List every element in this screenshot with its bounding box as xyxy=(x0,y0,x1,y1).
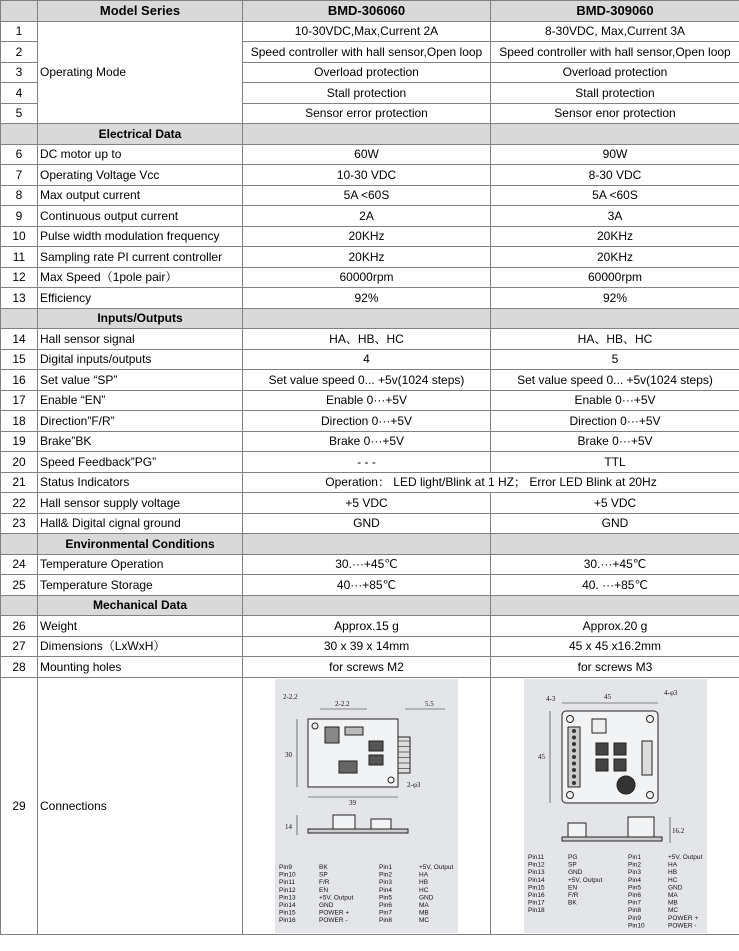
row-number: 8 xyxy=(1,185,38,206)
value-model-a: 40···+85℃ xyxy=(243,575,491,596)
pin-label: +5V, Output xyxy=(419,863,454,871)
value-model-b: Stall protection xyxy=(491,83,739,104)
table-row xyxy=(1,349,739,370)
table-row xyxy=(1,513,739,534)
value-model-b: Overload protection xyxy=(491,62,739,83)
value-model-b: 20KHz xyxy=(491,247,739,268)
row-label: Efficiency xyxy=(38,288,243,309)
pin-label: EN xyxy=(319,886,329,894)
pin-label: Pin6 xyxy=(379,901,393,909)
table-row xyxy=(1,247,739,268)
table-row xyxy=(1,185,739,206)
connector-pin xyxy=(572,768,576,772)
pin-label: POWER - xyxy=(667,921,697,929)
value-model-a: Stall protection xyxy=(243,83,491,104)
row-label: Temperature Operation xyxy=(38,554,243,575)
pin-label: Pin6 xyxy=(627,891,641,899)
pin-label: Pin10 xyxy=(279,871,296,879)
row-label: Continuous output current xyxy=(38,206,243,227)
row-number: 12 xyxy=(1,267,38,288)
row-label: Brake”BK xyxy=(38,431,243,452)
pin-label: +5V, Output xyxy=(319,893,354,901)
pin-label: Pin14 xyxy=(527,876,545,884)
pin-label: Pin2 xyxy=(627,861,641,869)
row-label: Status Indicators xyxy=(38,472,243,493)
pin-label: Pin13 xyxy=(527,868,545,876)
pin-label: GND xyxy=(667,883,682,891)
pin-label: GND xyxy=(419,893,434,901)
value-model-a: for screws M2 xyxy=(243,657,491,678)
section-blank-b xyxy=(491,124,739,145)
row-number: 11 xyxy=(1,247,38,268)
value-model-b: GND xyxy=(491,513,739,534)
value-model-a: +5 VDC xyxy=(243,493,491,514)
section-num xyxy=(1,308,38,329)
pin-label: POWER + xyxy=(667,914,698,922)
value-model-b: for screws M3 xyxy=(491,657,739,678)
connector-pin xyxy=(572,755,576,759)
header-model-b: BMD-309060 xyxy=(491,1,739,22)
pin-label: MC xyxy=(667,906,678,914)
pin-label: HA xyxy=(667,861,677,869)
row-number: 17 xyxy=(1,390,38,411)
pin-label: +5V, Output xyxy=(567,876,602,884)
pin-label: Pin5 xyxy=(627,883,641,891)
pin-label: PG xyxy=(567,853,577,861)
row-number: 23 xyxy=(1,513,38,534)
value-model-a: GND xyxy=(243,513,491,534)
value-model-a: HA、HB、HC xyxy=(243,329,491,350)
pin-label: MB xyxy=(419,909,429,917)
row-number: 3 xyxy=(1,62,38,83)
pin-label: Pin16 xyxy=(279,916,296,924)
table-row xyxy=(1,452,739,473)
pin-label: Pin3 xyxy=(627,868,641,876)
row-number: 1 xyxy=(1,21,38,42)
value-model-a: 92% xyxy=(243,288,491,309)
row-number: 29 xyxy=(1,677,38,934)
value-model-b: 60000rpm xyxy=(491,267,739,288)
row-number: 20 xyxy=(1,452,38,473)
wiring-diagram-model-b xyxy=(524,679,707,933)
section-blank-a xyxy=(243,308,491,329)
section-title: Mechanical Data xyxy=(38,595,243,616)
table-row xyxy=(1,493,739,514)
section-row-electrical xyxy=(1,124,739,145)
value-model-b: Speed controller with hall sensor,Open loop xyxy=(491,42,739,63)
value-model-b: Sensor enor protection xyxy=(491,103,739,124)
pcb-connector xyxy=(642,741,652,775)
value-model-a: 30.···+45℃ xyxy=(243,554,491,575)
table-row xyxy=(1,636,739,657)
connector-pin xyxy=(572,781,576,785)
dimension-label: 4-3 xyxy=(545,694,555,703)
pcb-component xyxy=(369,755,383,765)
connector-pin xyxy=(572,742,576,746)
value-model-b: 8-30VDC, Max,Current 3A xyxy=(491,21,739,42)
section-blank-b xyxy=(491,595,739,616)
pcb-component xyxy=(614,743,626,755)
value-model-a: Speed controller with hall sensor,Open loop xyxy=(243,42,491,63)
pin-label: HA xyxy=(419,871,429,879)
connector-pin xyxy=(572,729,576,733)
pin-label: HB xyxy=(667,868,677,876)
table-row xyxy=(1,206,739,227)
value-model-a: Sensor error protection xyxy=(243,103,491,124)
pin-label: Pin9 xyxy=(627,914,641,922)
pin-label: GND xyxy=(319,901,334,909)
pcb-capacitor xyxy=(617,776,635,794)
operating-mode-label: Operating Mode xyxy=(38,21,243,124)
section-title: Electrical Data xyxy=(38,124,243,145)
value-model-b: 30.···+45℃ xyxy=(491,554,739,575)
connector-pin xyxy=(572,735,576,739)
wiring-diagram-model-a xyxy=(275,679,458,933)
dimension-label: 2-2.2 xyxy=(283,692,298,701)
row-label: Direction”F/R” xyxy=(38,411,243,432)
table-row xyxy=(1,472,739,493)
value-model-a: Overload protection xyxy=(243,62,491,83)
pin-label: HC xyxy=(419,886,429,894)
pin-label: Pin10 xyxy=(627,921,645,929)
value-model-a: 60000rpm xyxy=(243,267,491,288)
connection-drawing-a xyxy=(243,677,491,934)
pin-label: Pin5 xyxy=(379,893,393,901)
pcb-component xyxy=(369,741,383,751)
value-model-b: 90W xyxy=(491,144,739,165)
value-model-a: 20KHz xyxy=(243,226,491,247)
value-model-a: 60W xyxy=(243,144,491,165)
section-row-io xyxy=(1,308,739,329)
row-label: Hall sensor supply voltage xyxy=(38,493,243,514)
table-row xyxy=(1,431,739,452)
table-row xyxy=(1,370,739,391)
value-model-b: Brake 0···+5V xyxy=(491,431,739,452)
section-title: Environmental Conditions xyxy=(38,534,243,555)
row-number: 15 xyxy=(1,349,38,370)
row-label: Hall sensor signal xyxy=(38,329,243,350)
pin-label: Pin15 xyxy=(527,883,545,891)
dimension-label: 39 xyxy=(349,798,356,807)
row-label: Pulse width modulation frequency xyxy=(38,226,243,247)
table-row xyxy=(1,267,739,288)
section-row-mech xyxy=(1,595,739,616)
pin-label: Pin13 xyxy=(279,893,296,901)
table-row xyxy=(1,657,739,678)
row-label: Connections xyxy=(38,677,243,934)
pin-label: Pin15 xyxy=(279,909,296,917)
table-row xyxy=(1,411,739,432)
connector-pin xyxy=(572,748,576,752)
pin-label: Pin12 xyxy=(527,861,545,869)
pcb-component xyxy=(568,823,586,837)
row-label: Weight xyxy=(38,616,243,637)
section-blank-a xyxy=(243,595,491,616)
pcb-side-view xyxy=(562,837,662,841)
value-model-a: 4 xyxy=(243,349,491,370)
value-model-a: 30 x 39 x 14mm xyxy=(243,636,491,657)
value-model-a: Approx.15 g xyxy=(243,616,491,637)
connection-drawing-b xyxy=(491,677,739,934)
pin-label: HC xyxy=(667,876,677,884)
dimension-label: 45 xyxy=(603,692,611,701)
value-model-a: Brake 0···+5V xyxy=(243,431,491,452)
value-model-a: Set value speed 0... +5v(1024 steps) xyxy=(243,370,491,391)
pin-label: Pin14 xyxy=(279,901,296,909)
row-label: Set value “SP” xyxy=(38,370,243,391)
pin-label: POWER + xyxy=(319,909,350,917)
row-number: 16 xyxy=(1,370,38,391)
row-number: 24 xyxy=(1,554,38,575)
value-model-a: Direction 0···+5V xyxy=(243,411,491,432)
row-label: Dimensions（LxWxH） xyxy=(38,636,243,657)
dimension-label: 4-φ3 xyxy=(663,688,677,697)
pin-label: Pin1 xyxy=(627,853,641,861)
row-number: 22 xyxy=(1,493,38,514)
row-number: 6 xyxy=(1,144,38,165)
value-model-b: +5 VDC xyxy=(491,493,739,514)
table-row xyxy=(1,144,739,165)
header-row xyxy=(1,1,739,22)
row-label: Digital inputs/outputs xyxy=(38,349,243,370)
value-model-b: Enable 0···+5V xyxy=(491,390,739,411)
row-label: Temperature Storage xyxy=(38,575,243,596)
row-label: Max output current xyxy=(38,185,243,206)
value-model-b: 20KHz xyxy=(491,226,739,247)
row-label: Speed Feedback”PG” xyxy=(38,452,243,473)
row-number: 9 xyxy=(1,206,38,227)
section-title: Inputs/Outputs xyxy=(38,308,243,329)
table-row xyxy=(1,616,739,637)
pin-label: BK xyxy=(319,863,328,871)
row-number: 28 xyxy=(1,657,38,678)
table-row xyxy=(1,554,739,575)
value-model-a: 2A xyxy=(243,206,491,227)
row-number: 7 xyxy=(1,165,38,186)
row-number: 5 xyxy=(1,103,38,124)
section-num xyxy=(1,534,38,555)
pin-label: HB xyxy=(419,878,429,886)
dimension-label: 45 xyxy=(537,752,545,761)
value-model-a: 20KHz xyxy=(243,247,491,268)
pin-label: EN xyxy=(567,883,577,891)
section-blank-a xyxy=(243,534,491,555)
pcb-component xyxy=(333,815,355,829)
value-model-b: 45 x 45 x16.2mm xyxy=(491,636,739,657)
section-num xyxy=(1,595,38,616)
pin-label: Pin2 xyxy=(379,871,393,879)
pcb-component xyxy=(592,719,606,733)
value-model-b: 92% xyxy=(491,288,739,309)
section-blank-b xyxy=(491,308,739,329)
header-title: Model Series xyxy=(38,1,243,22)
section-blank-b xyxy=(491,534,739,555)
connections-row xyxy=(1,677,739,934)
table-row xyxy=(1,165,739,186)
row-number: 27 xyxy=(1,636,38,657)
pcb-side-view xyxy=(308,829,408,833)
pin-label: Pin8 xyxy=(379,916,393,924)
pin-label: Pin17 xyxy=(527,899,545,907)
pin-label: F/R xyxy=(319,878,330,886)
row-label: Operating Voltage Vcc xyxy=(38,165,243,186)
pin-label: Pin16 xyxy=(527,891,545,899)
value-model-b: Direction 0···+5V xyxy=(491,411,739,432)
header-model-a: BMD-306060 xyxy=(243,1,491,22)
pcb-component xyxy=(325,727,339,743)
pin-label: POWER - xyxy=(319,916,348,924)
row-number: 18 xyxy=(1,411,38,432)
section-blank-a xyxy=(243,124,491,145)
dimension-label: 16.2 xyxy=(671,826,684,835)
section-num xyxy=(1,124,38,145)
table-row xyxy=(1,329,739,350)
pin-label: SP xyxy=(567,861,577,869)
pin-label: Pin11 xyxy=(527,853,544,861)
connector-pin xyxy=(572,761,576,765)
pin-label: MB xyxy=(667,899,678,907)
pin-label: Pin9 xyxy=(279,863,293,871)
pcb-component xyxy=(339,761,357,773)
row-number: 2 xyxy=(1,42,38,63)
pin-label: Pin1 xyxy=(379,863,393,871)
value-model-b: 40. ···+85℃ xyxy=(491,575,739,596)
row-number: 14 xyxy=(1,329,38,350)
pin-label: Pin12 xyxy=(279,886,296,894)
dimension-label: 30 xyxy=(285,750,292,759)
header-num xyxy=(1,1,38,22)
value-model-a: 10-30 VDC xyxy=(243,165,491,186)
value-model-b: HA、HB、HC xyxy=(491,329,739,350)
pcb-component xyxy=(628,817,654,837)
value-model-b: 5A <60S xyxy=(491,185,739,206)
pcb-component xyxy=(345,727,363,735)
row-number: 21 xyxy=(1,472,38,493)
pcb-component xyxy=(371,819,391,829)
value-model-b: 3A xyxy=(491,206,739,227)
value-model-b: Set value speed 0... +5v(1024 steps) xyxy=(491,370,739,391)
pin-label: Pin8 xyxy=(627,906,641,914)
pin-label: MA xyxy=(667,891,678,899)
pin-label: +5V, Output xyxy=(667,853,702,861)
pcb-component xyxy=(614,759,626,771)
table-row xyxy=(1,226,739,247)
row-label: Hall& Digital cignal ground xyxy=(38,513,243,534)
pin-label: MC xyxy=(419,916,430,924)
row-number: 25 xyxy=(1,575,38,596)
row-label: Mounting holes xyxy=(38,657,243,678)
pin-label: Pin7 xyxy=(379,909,393,917)
table-row xyxy=(1,288,739,309)
pin-label: Pin3 xyxy=(379,878,393,886)
pin-label: MA xyxy=(419,901,429,909)
row-number: 19 xyxy=(1,431,38,452)
row-number: 26 xyxy=(1,616,38,637)
dimension-label: 14 xyxy=(285,822,292,831)
section-row-env xyxy=(1,534,739,555)
row-number: 10 xyxy=(1,226,38,247)
table-row xyxy=(1,390,739,411)
pin-label: Pin18 xyxy=(527,906,545,914)
row-label: Sampling rate PI current controller xyxy=(38,247,243,268)
pin-label: F/R xyxy=(567,891,578,899)
value-model-b: 8-30 VDC xyxy=(491,165,739,186)
value-model-a: 5A <60S xyxy=(243,185,491,206)
pin-label: Pin11 xyxy=(279,878,296,886)
dimension-label: 2-φ3 xyxy=(407,780,421,789)
pin-label: Pin7 xyxy=(627,899,641,907)
pin-label: BK xyxy=(567,899,577,907)
pin-label: SP xyxy=(319,871,328,879)
pcb-component xyxy=(596,743,608,755)
row-number: 4 xyxy=(1,83,38,104)
value-model-b: TTL xyxy=(491,452,739,473)
pin-label: GND xyxy=(567,868,582,876)
dimension-label: 5.5 xyxy=(425,699,434,708)
value-model-a: Enable 0···+5V xyxy=(243,390,491,411)
pcb-connector xyxy=(398,737,410,773)
row-number: 13 xyxy=(1,288,38,309)
pin-label: Pin4 xyxy=(627,876,641,884)
row-label: Max Speed（1pole pair） xyxy=(38,267,243,288)
table-row xyxy=(1,575,739,596)
value-model-b: Approx.20 g xyxy=(491,616,739,637)
pcb-component xyxy=(596,759,608,771)
row-label: DC motor up to xyxy=(38,144,243,165)
table-row xyxy=(1,21,739,42)
value-model-b: 5 xyxy=(491,349,739,370)
dimension-label: 2-2.2 xyxy=(335,699,350,708)
pin-label: Pin4 xyxy=(379,886,393,894)
connector-pin xyxy=(572,774,576,778)
row-label: Enable “EN” xyxy=(38,390,243,411)
status-indicator-value: Operation： LED light/Blink at 1 HZ； Error LED Blink at 20Hz xyxy=(243,472,739,493)
value-model-a: - - - xyxy=(243,452,491,473)
value-model-a: 10-30VDC,Max,Current 2A xyxy=(243,21,491,42)
